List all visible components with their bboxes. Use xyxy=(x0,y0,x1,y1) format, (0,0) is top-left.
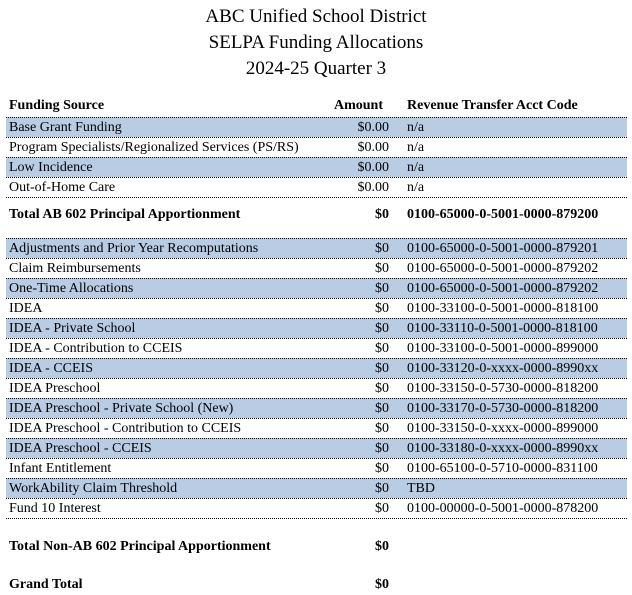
table-row xyxy=(6,177,627,198)
table-row xyxy=(6,338,627,358)
funding-source-cell: Claim Reimbursements xyxy=(9,261,141,276)
non-ab602-total-amount: $0 xyxy=(375,539,389,554)
funding-source-cell: IDEA Preschool - CCEIS xyxy=(9,441,152,456)
amount-cell: $0 xyxy=(375,321,389,336)
amount-cell: $0 xyxy=(375,441,389,456)
acct-code-cell: 0100-33180-0-xxxx-0000-8990xx xyxy=(407,441,599,456)
table-row xyxy=(6,157,627,177)
column-headers xyxy=(0,98,632,116)
acct-code-cell: 0100-65000-0-5001-0000-879201 xyxy=(407,241,599,256)
amount-cell: $0 xyxy=(375,301,389,316)
table-row xyxy=(6,278,627,298)
acct-code-cell: n/a xyxy=(407,140,425,155)
funding-source-cell: IDEA - Contribution to CCEIS xyxy=(9,341,183,356)
acct-code-cell: 0100-33120-0-xxxx-0000-8990xx xyxy=(407,361,599,376)
table-row xyxy=(6,137,627,157)
amount-cell: $0 xyxy=(375,461,389,476)
funding-source-cell: Out-of-Home Care xyxy=(9,180,116,195)
funding-source-cell: IDEA Preschool xyxy=(9,381,101,396)
report-title xyxy=(0,4,632,82)
report-period: 2024-25 Quarter 3 xyxy=(245,58,387,79)
non-ab602-total-label: Total Non-AB 602 Principal Apportionment xyxy=(9,539,271,554)
funding-source-cell: Infant Entitlement xyxy=(9,461,112,476)
funding-source-cell: IDEA Preschool - Private School (New) xyxy=(9,401,234,416)
amount-cell: $0 xyxy=(375,501,389,516)
grand-total-row xyxy=(6,575,627,595)
amount-cell: $0 xyxy=(375,341,389,356)
non-ab602-table xyxy=(6,238,627,519)
acct-code-cell: 0100-33100-0-5001-0000-818100 xyxy=(407,301,599,316)
table-row xyxy=(6,358,627,378)
funding-source-cell: Adjustments and Prior Year Recomputations xyxy=(9,241,259,256)
non-ab602-total-row xyxy=(6,537,627,557)
funding-source-cell: Base Grant Funding xyxy=(9,120,122,135)
table-row xyxy=(6,117,627,137)
amount-cell: $0 xyxy=(375,401,389,416)
grand-total-amount: $0 xyxy=(375,577,389,592)
table-row xyxy=(6,438,627,458)
amount-cell: $0 xyxy=(375,421,389,436)
header-funding-source: Funding Source xyxy=(9,98,105,113)
acct-code-cell: 0100-65000-0-5001-0000-879202 xyxy=(407,281,599,296)
funding-source-cell: IDEA - CCEIS xyxy=(9,361,93,376)
funding-source-cell: IDEA Preschool - Contribution to CCEIS xyxy=(9,421,242,436)
amount-cell: $0 xyxy=(375,261,389,276)
acct-code-cell: 0100-65000-0-5001-0000-879202 xyxy=(407,261,599,276)
table-row xyxy=(6,498,627,519)
acct-code-cell: 0100-33150-0-5730-0000-818200 xyxy=(407,381,599,396)
ab602-total-row xyxy=(6,205,627,225)
acct-code-cell: 0100-33150-0-xxxx-0000-899000 xyxy=(407,421,599,436)
ab602-total-code: 0100-65000-0-5001-0000-879200 xyxy=(407,207,599,222)
acct-code-cell: 0100-65100-0-5710-0000-831100 xyxy=(407,461,598,476)
amount-cell: $0 xyxy=(375,381,389,396)
table-row xyxy=(6,238,627,258)
district-name: ABC Unified School District xyxy=(205,6,427,27)
table-row xyxy=(6,258,627,278)
ab602-table xyxy=(6,117,627,198)
table-row xyxy=(6,398,627,418)
acct-code-cell: 0100-33170-0-5730-0000-818200 xyxy=(407,401,599,416)
amount-cell: $0.00 xyxy=(357,160,389,175)
amount-cell: $0.00 xyxy=(357,120,389,135)
report-name: SELPA Funding Allocations xyxy=(208,32,424,53)
ab602-total-label: Total AB 602 Principal Apportionment xyxy=(9,207,241,222)
table-row xyxy=(6,318,627,338)
table-row xyxy=(6,478,627,498)
acct-code-cell: TBD xyxy=(407,481,435,496)
table-row xyxy=(6,298,627,318)
amount-cell: $0 xyxy=(375,241,389,256)
header-amount: Amount xyxy=(333,98,383,113)
amount-cell: $0 xyxy=(375,281,389,296)
grand-total-label: Grand Total xyxy=(9,577,83,592)
funding-source-cell: One-Time Allocations xyxy=(9,281,134,296)
funding-source-cell: IDEA - Private School xyxy=(9,321,136,336)
acct-code-cell: 0100-33100-0-5001-0000-899000 xyxy=(407,341,599,356)
acct-code-cell: 0100-33110-0-5001-0000-818100 xyxy=(407,321,598,336)
acct-code-cell: n/a xyxy=(407,120,425,135)
funding-source-cell: Program Specialists/Regionalized Services (PS/RS) xyxy=(9,140,299,155)
funding-source-cell: Low Incidence xyxy=(9,160,93,175)
acct-code-cell: n/a xyxy=(407,180,425,195)
table-row xyxy=(6,458,627,478)
amount-cell: $0 xyxy=(375,481,389,496)
ab602-total-amount: $0 xyxy=(375,207,389,222)
table-row xyxy=(6,418,627,438)
acct-code-cell: n/a xyxy=(407,160,425,175)
funding-source-cell: Fund 10 Interest xyxy=(9,501,101,516)
table-row xyxy=(6,378,627,398)
acct-code-cell: 0100-00000-0-5001-0000-878200 xyxy=(407,501,599,516)
funding-source-cell: IDEA xyxy=(9,301,43,316)
funding-source-cell: WorkAbility Claim Threshold xyxy=(9,481,178,496)
amount-cell: $0.00 xyxy=(357,140,389,155)
header-acct-code: Revenue Transfer Acct Code xyxy=(407,98,578,113)
amount-cell: $0.00 xyxy=(357,180,389,195)
amount-cell: $0 xyxy=(375,361,389,376)
